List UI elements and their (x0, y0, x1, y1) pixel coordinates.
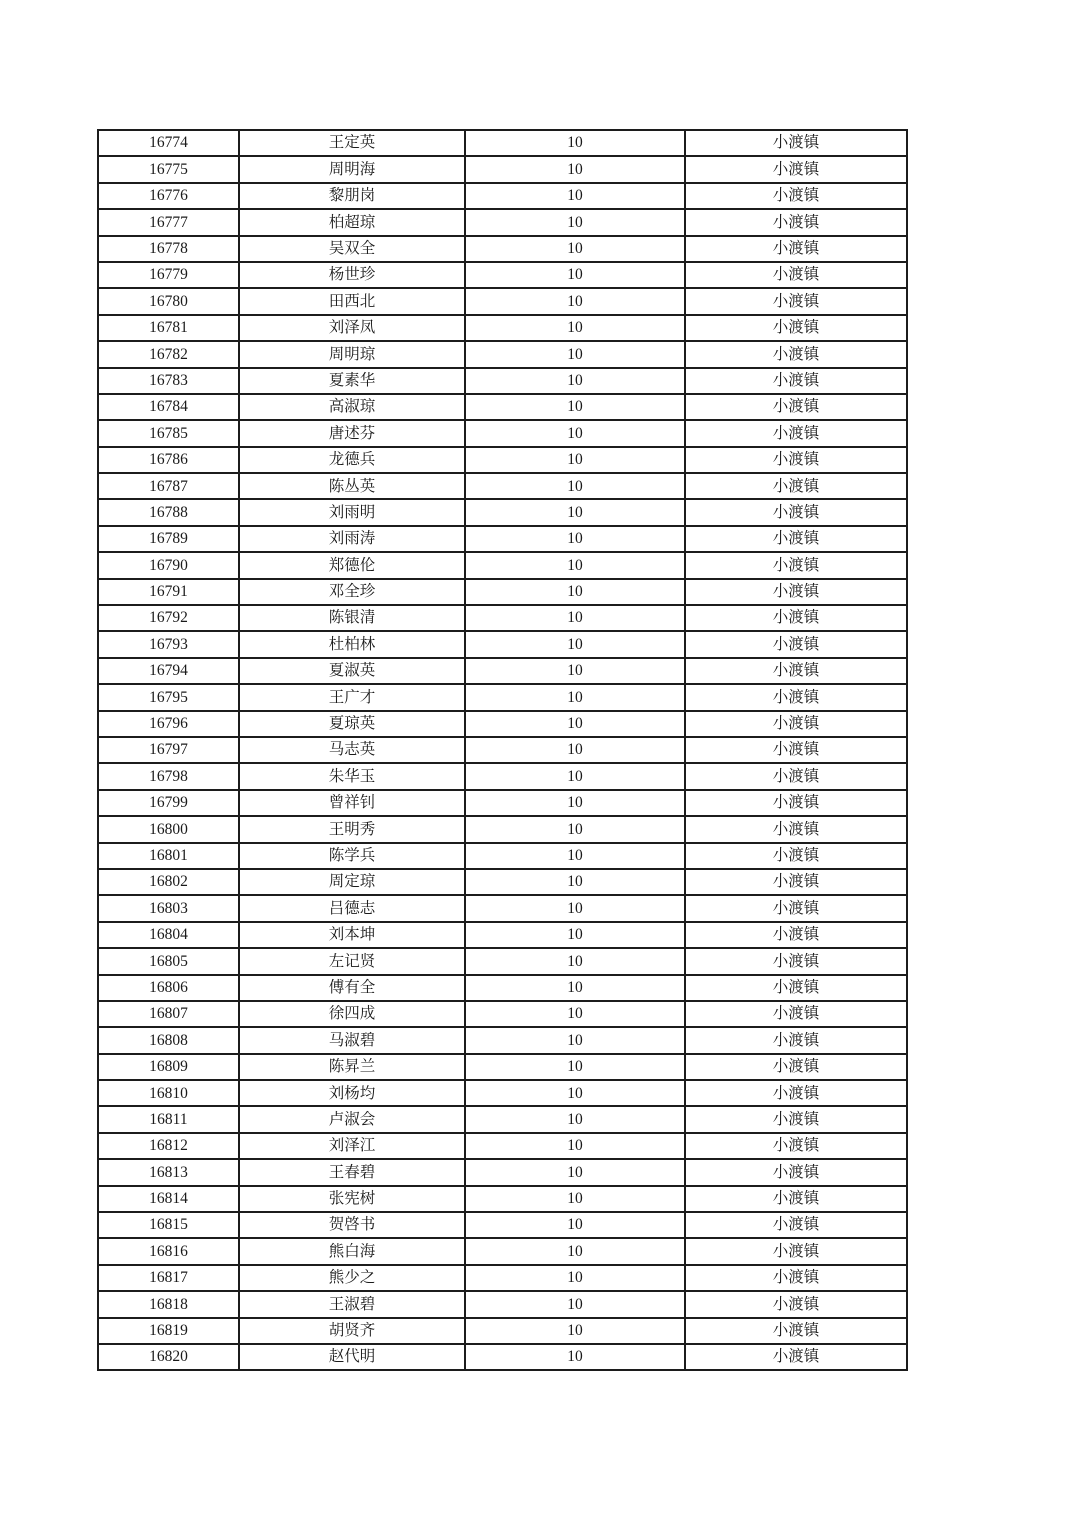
cell-id: 16782 (98, 341, 239, 367)
cell-count: 10 (465, 1186, 685, 1212)
cell-id: 16817 (98, 1265, 239, 1291)
table-row (98, 1265, 907, 1291)
table-row (98, 684, 907, 710)
cell-town: 小渡镇 (685, 341, 907, 367)
cell-name: 左记贤 (239, 948, 465, 974)
table-row (98, 737, 907, 763)
cell-name: 张宪树 (239, 1186, 465, 1212)
cell-id: 16801 (98, 843, 239, 869)
table-row (98, 1212, 907, 1238)
cell-count: 10 (465, 156, 685, 182)
cell-count: 10 (465, 711, 685, 737)
cell-town: 小渡镇 (685, 236, 907, 262)
cell-count: 10 (465, 658, 685, 684)
roster-table-body (98, 130, 907, 1370)
cell-count: 10 (465, 394, 685, 420)
cell-name: 陈丛英 (239, 473, 465, 499)
cell-id: 16803 (98, 895, 239, 921)
cell-name: 陈银清 (239, 605, 465, 631)
cell-count: 10 (465, 1344, 685, 1370)
cell-name: 傅有全 (239, 975, 465, 1001)
cell-town: 小渡镇 (685, 1080, 907, 1106)
table-row (98, 948, 907, 974)
cell-name: 龙德兵 (239, 447, 465, 473)
cell-name: 刘本坤 (239, 922, 465, 948)
cell-town: 小渡镇 (685, 605, 907, 631)
cell-town: 小渡镇 (685, 869, 907, 895)
cell-town: 小渡镇 (685, 394, 907, 420)
cell-name: 徐四成 (239, 1001, 465, 1027)
table-row (98, 499, 907, 525)
cell-town: 小渡镇 (685, 368, 907, 394)
cell-count: 10 (465, 1265, 685, 1291)
cell-name: 王淑碧 (239, 1291, 465, 1317)
cell-id: 16787 (98, 473, 239, 499)
cell-count: 10 (465, 737, 685, 763)
table-row (98, 368, 907, 394)
cell-id: 16800 (98, 816, 239, 842)
cell-count: 10 (465, 763, 685, 789)
cell-count: 10 (465, 1238, 685, 1264)
cell-town: 小渡镇 (685, 552, 907, 578)
cell-name: 朱华玉 (239, 763, 465, 789)
cell-count: 10 (465, 315, 685, 341)
cell-town: 小渡镇 (685, 288, 907, 314)
cell-count: 10 (465, 1159, 685, 1185)
cell-count: 10 (465, 1106, 685, 1132)
cell-town: 小渡镇 (685, 1318, 907, 1344)
table-row (98, 763, 907, 789)
cell-name: 马志英 (239, 737, 465, 763)
cell-town: 小渡镇 (685, 1001, 907, 1027)
cell-count: 10 (465, 368, 685, 394)
cell-id: 16776 (98, 183, 239, 209)
cell-count: 10 (465, 262, 685, 288)
cell-count: 10 (465, 922, 685, 948)
roster-table-container (97, 129, 907, 1371)
cell-town: 小渡镇 (685, 1186, 907, 1212)
cell-name: 郑德伦 (239, 552, 465, 578)
cell-town: 小渡镇 (685, 684, 907, 710)
table-row (98, 156, 907, 182)
cell-town: 小渡镇 (685, 1159, 907, 1185)
cell-name: 马淑碧 (239, 1027, 465, 1053)
cell-id: 16807 (98, 1001, 239, 1027)
table-row (98, 790, 907, 816)
cell-count: 10 (465, 1027, 685, 1053)
cell-town: 小渡镇 (685, 975, 907, 1001)
table-row (98, 1238, 907, 1264)
table-row (98, 843, 907, 869)
cell-id: 16774 (98, 130, 239, 156)
table-row (98, 869, 907, 895)
table-row (98, 631, 907, 657)
cell-count: 10 (465, 499, 685, 525)
table-row (98, 288, 907, 314)
cell-town: 小渡镇 (685, 315, 907, 341)
cell-town: 小渡镇 (685, 447, 907, 473)
cell-name: 刘泽凤 (239, 315, 465, 341)
cell-name: 熊白海 (239, 1238, 465, 1264)
cell-count: 10 (465, 552, 685, 578)
cell-count: 10 (465, 843, 685, 869)
cell-town: 小渡镇 (685, 1054, 907, 1080)
table-row (98, 1054, 907, 1080)
roster-table (97, 129, 908, 1371)
cell-town: 小渡镇 (685, 763, 907, 789)
cell-id: 16819 (98, 1318, 239, 1344)
cell-id: 16816 (98, 1238, 239, 1264)
cell-count: 10 (465, 948, 685, 974)
cell-id: 16775 (98, 156, 239, 182)
cell-town: 小渡镇 (685, 631, 907, 657)
cell-id: 16811 (98, 1106, 239, 1132)
table-row (98, 1318, 907, 1344)
table-row (98, 711, 907, 737)
cell-town: 小渡镇 (685, 1212, 907, 1238)
table-row (98, 262, 907, 288)
cell-town: 小渡镇 (685, 1133, 907, 1159)
cell-count: 10 (465, 579, 685, 605)
cell-id: 16806 (98, 975, 239, 1001)
table-row (98, 130, 907, 156)
cell-town: 小渡镇 (685, 499, 907, 525)
cell-id: 16789 (98, 526, 239, 552)
cell-id: 16790 (98, 552, 239, 578)
cell-name: 刘泽江 (239, 1133, 465, 1159)
cell-town: 小渡镇 (685, 816, 907, 842)
cell-town: 小渡镇 (685, 922, 907, 948)
table-row (98, 236, 907, 262)
cell-town: 小渡镇 (685, 1106, 907, 1132)
cell-name: 吴双全 (239, 236, 465, 262)
cell-town: 小渡镇 (685, 579, 907, 605)
table-row (98, 1186, 907, 1212)
cell-name: 柏超琼 (239, 209, 465, 235)
table-row (98, 1291, 907, 1317)
table-row (98, 1106, 907, 1132)
cell-name: 赵代明 (239, 1344, 465, 1370)
cell-id: 16781 (98, 315, 239, 341)
cell-name: 陈学兵 (239, 843, 465, 869)
table-row (98, 1159, 907, 1185)
cell-id: 16785 (98, 420, 239, 446)
cell-id: 16814 (98, 1186, 239, 1212)
cell-id: 16805 (98, 948, 239, 974)
cell-id: 16815 (98, 1212, 239, 1238)
cell-count: 10 (465, 1001, 685, 1027)
cell-count: 10 (465, 605, 685, 631)
table-row (98, 420, 907, 446)
cell-id: 16791 (98, 579, 239, 605)
cell-town: 小渡镇 (685, 737, 907, 763)
cell-name: 黎朋岗 (239, 183, 465, 209)
cell-id: 16798 (98, 763, 239, 789)
table-row (98, 447, 907, 473)
cell-name: 曾祥钊 (239, 790, 465, 816)
table-row (98, 473, 907, 499)
cell-town: 小渡镇 (685, 843, 907, 869)
cell-town: 小渡镇 (685, 156, 907, 182)
cell-name: 刘雨涛 (239, 526, 465, 552)
cell-name: 周明琼 (239, 341, 465, 367)
cell-count: 10 (465, 869, 685, 895)
table-row (98, 341, 907, 367)
cell-count: 10 (465, 130, 685, 156)
cell-name: 胡贤齐 (239, 1318, 465, 1344)
cell-count: 10 (465, 341, 685, 367)
table-row (98, 394, 907, 420)
cell-id: 16794 (98, 658, 239, 684)
cell-id: 16783 (98, 368, 239, 394)
cell-count: 10 (465, 895, 685, 921)
cell-count: 10 (465, 975, 685, 1001)
cell-id: 16793 (98, 631, 239, 657)
cell-town: 小渡镇 (685, 183, 907, 209)
cell-name: 夏淑英 (239, 658, 465, 684)
cell-id: 16812 (98, 1133, 239, 1159)
cell-name: 陈昇兰 (239, 1054, 465, 1080)
table-row (98, 526, 907, 552)
cell-town: 小渡镇 (685, 420, 907, 446)
cell-name: 田西北 (239, 288, 465, 314)
table-row (98, 315, 907, 341)
cell-count: 10 (465, 1133, 685, 1159)
cell-count: 10 (465, 1318, 685, 1344)
cell-town: 小渡镇 (685, 895, 907, 921)
cell-town: 小渡镇 (685, 209, 907, 235)
cell-id: 16804 (98, 922, 239, 948)
cell-count: 10 (465, 447, 685, 473)
table-row (98, 1001, 907, 1027)
table-row (98, 895, 907, 921)
cell-id: 16810 (98, 1080, 239, 1106)
cell-name: 王明秀 (239, 816, 465, 842)
cell-town: 小渡镇 (685, 1291, 907, 1317)
table-row (98, 658, 907, 684)
cell-count: 10 (465, 790, 685, 816)
cell-id: 16780 (98, 288, 239, 314)
cell-id: 16796 (98, 711, 239, 737)
cell-town: 小渡镇 (685, 1027, 907, 1053)
cell-count: 10 (465, 209, 685, 235)
cell-id: 16779 (98, 262, 239, 288)
cell-count: 10 (465, 631, 685, 657)
cell-name: 卢淑会 (239, 1106, 465, 1132)
cell-name: 高淑琼 (239, 394, 465, 420)
cell-name: 吕德志 (239, 895, 465, 921)
cell-id: 16792 (98, 605, 239, 631)
cell-name: 王定英 (239, 130, 465, 156)
cell-id: 16788 (98, 499, 239, 525)
cell-count: 10 (465, 816, 685, 842)
cell-id: 16778 (98, 236, 239, 262)
table-row (98, 1080, 907, 1106)
cell-name: 杨世珍 (239, 262, 465, 288)
cell-town: 小渡镇 (685, 526, 907, 552)
cell-name: 刘雨明 (239, 499, 465, 525)
cell-name: 夏琼英 (239, 711, 465, 737)
cell-town: 小渡镇 (685, 1238, 907, 1264)
cell-town: 小渡镇 (685, 130, 907, 156)
table-row (98, 922, 907, 948)
cell-count: 10 (465, 288, 685, 314)
cell-town: 小渡镇 (685, 948, 907, 974)
table-row (98, 605, 907, 631)
cell-id: 16808 (98, 1027, 239, 1053)
cell-id: 16795 (98, 684, 239, 710)
cell-count: 10 (465, 183, 685, 209)
cell-name: 周明海 (239, 156, 465, 182)
cell-id: 16797 (98, 737, 239, 763)
cell-name: 邓全珍 (239, 579, 465, 605)
cell-town: 小渡镇 (685, 1344, 907, 1370)
cell-name: 王春碧 (239, 1159, 465, 1185)
table-row (98, 1344, 907, 1370)
table-row (98, 579, 907, 605)
table-row (98, 552, 907, 578)
cell-town: 小渡镇 (685, 658, 907, 684)
cell-name: 夏素华 (239, 368, 465, 394)
cell-count: 10 (465, 1291, 685, 1317)
cell-name: 杜柏林 (239, 631, 465, 657)
cell-id: 16799 (98, 790, 239, 816)
cell-town: 小渡镇 (685, 473, 907, 499)
cell-town: 小渡镇 (685, 262, 907, 288)
cell-id: 16784 (98, 394, 239, 420)
table-row (98, 1027, 907, 1053)
cell-id: 16818 (98, 1291, 239, 1317)
cell-count: 10 (465, 236, 685, 262)
cell-name: 贺啓书 (239, 1212, 465, 1238)
cell-count: 10 (465, 473, 685, 499)
cell-town: 小渡镇 (685, 790, 907, 816)
cell-count: 10 (465, 526, 685, 552)
table-row (98, 209, 907, 235)
cell-count: 10 (465, 1054, 685, 1080)
cell-count: 10 (465, 420, 685, 446)
cell-name: 熊少之 (239, 1265, 465, 1291)
cell-id: 16802 (98, 869, 239, 895)
cell-name: 周定琼 (239, 869, 465, 895)
cell-id: 16777 (98, 209, 239, 235)
table-row (98, 816, 907, 842)
cell-name: 王广才 (239, 684, 465, 710)
cell-town: 小渡镇 (685, 711, 907, 737)
cell-count: 10 (465, 1080, 685, 1106)
cell-town: 小渡镇 (685, 1265, 907, 1291)
cell-id: 16820 (98, 1344, 239, 1370)
cell-id: 16786 (98, 447, 239, 473)
cell-id: 16809 (98, 1054, 239, 1080)
table-row (98, 183, 907, 209)
cell-count: 10 (465, 684, 685, 710)
table-row (98, 975, 907, 1001)
cell-name: 刘杨均 (239, 1080, 465, 1106)
cell-id: 16813 (98, 1159, 239, 1185)
cell-name: 唐述芬 (239, 420, 465, 446)
cell-count: 10 (465, 1212, 685, 1238)
table-row (98, 1133, 907, 1159)
